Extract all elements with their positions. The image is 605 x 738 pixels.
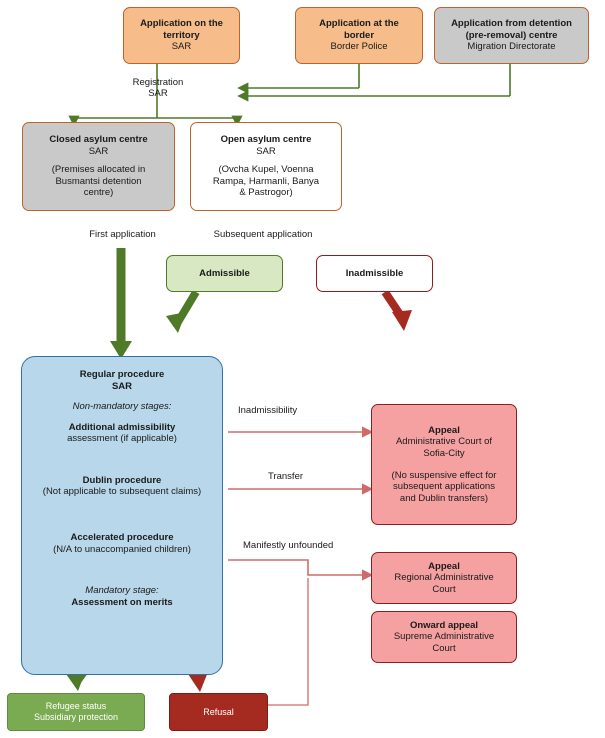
node-onward-appeal-line1: Onward appeal [409,619,479,631]
stage-dublin-procedure-line2: (Not applicable to subsequent claims) [42,486,202,498]
node-open-asylum-centre-line3: (Ovcha Kupel, Voenna [218,164,314,176]
label-registration [96,77,220,100]
node-refugee-status[interactable] [7,693,145,731]
stage-accelerated-procedure-line1: Accelerated procedure [70,532,174,544]
stage-assessment-on-merits: Assessment on merits [71,596,173,608]
node-appeal-sofia-line4: (No suspensive effect for [391,469,497,481]
node-refusal[interactable] [169,693,268,731]
node-refugee-status-line1: Refugee status [45,701,107,712]
node-closed-asylum-centre[interactable] [22,122,175,211]
node-regular-procedure-title: Regular procedure [79,369,165,380]
node-appeal-regional-line3: Court [432,583,456,595]
node-application-on-territory[interactable] [123,7,240,64]
node-closed-asylum-centre-line3: (Premises allocated in [51,164,146,176]
label-manifestly-unfounded: Manifestly unfounded [243,540,334,551]
node-appeal-regional-line1: Appeal [428,560,460,572]
label-non-mandatory-stages: Non-mandatory stages: [72,401,172,413]
node-appeal-regional-line2: Regional Administrative [394,572,494,584]
label-inadmissibility: Inadmissibility [238,405,298,416]
node-refugee-status-line2: Subsidiary protection [33,712,119,722]
node-application-from-detention[interactable] [434,7,589,64]
node-closed-asylum-centre-line2: SAR [88,145,109,157]
node-application-on-territory-line2: territory [163,29,200,41]
node-appeal-sofia-line6: and Dublin transfers) [399,492,489,504]
node-inadmissible-label: Inadmissible [345,267,404,279]
node-onward-appeal-supreme-administrative-court[interactable] [371,611,517,663]
node-application-from-detention-line3: Migration Directorate [467,41,556,53]
stage-additional-admissibility-line2: assessment (if applicable) [67,433,177,445]
node-refusal-label: Refusal [203,706,234,717]
node-closed-asylum-centre-line4: Busmantsi detention [55,175,142,187]
node-appeal-sofia-line2: Administrative Court of [395,436,493,448]
node-open-asylum-centre-line1: Open asylum centre [220,134,312,146]
node-open-asylum-centre-line2: SAR [256,145,276,157]
node-application-at-border[interactable] [295,7,423,64]
label-registration-line2: SAR [148,88,168,100]
node-appeal-sofia-line1: Appeal [428,424,460,436]
node-closed-asylum-centre-line5: centre) [83,187,114,199]
node-application-on-territory-line3: SAR [171,41,192,53]
node-open-asylum-centre-line4: Rampa, Harmanli, Banya [212,175,320,187]
stage-additional-admissibility-line1: Additional admissibility [68,421,176,433]
node-admissible[interactable] [166,255,283,292]
label-subsequent-application: Subsequent application [213,229,313,240]
stage-dublin-procedure-line1: Dublin procedure [82,474,162,486]
node-closed-asylum-centre-line1: Closed asylum centre [49,134,148,146]
label-mandatory-stage: Mandatory stage: [85,585,159,597]
node-open-asylum-centre-line5: & Pastrogor) [239,187,293,199]
node-appeal-sofia-line5: subsequent applications [393,481,495,493]
node-open-asylum-centre[interactable] [190,122,342,211]
node-onward-appeal-line3: Court [432,642,456,654]
node-inadmissible[interactable] [316,255,433,292]
node-application-on-territory-line1: Application on the [140,18,223,30]
node-onward-appeal-line2: Supreme Administrative [393,631,495,643]
node-application-at-border-line2: border [343,29,375,41]
node-admissible-label: Admissible [199,267,250,279]
label-first-application: First application [89,229,156,240]
label-registration-line1: Registration [132,77,184,88]
node-appeal-sofia-line3: Sofia-City [423,447,465,459]
node-regular-procedure-authority: SAR [111,380,133,392]
node-application-at-border-line3: Border Police [330,41,388,53]
node-appeal-regional-administrative-court[interactable] [371,552,517,604]
stage-accelerated-procedure-line2: (N/A to unaccompanied children) [53,543,191,555]
node-application-at-border-line1: Application at the [319,18,399,30]
node-appeal-administrative-court-sofia[interactable] [371,404,517,525]
node-regular-procedure[interactable] [21,356,223,675]
label-transfer: Transfer [268,471,304,482]
node-application-from-detention-line1: Application from detention [451,18,572,30]
node-application-from-detention-line2: (pre-removal) centre [465,29,558,41]
